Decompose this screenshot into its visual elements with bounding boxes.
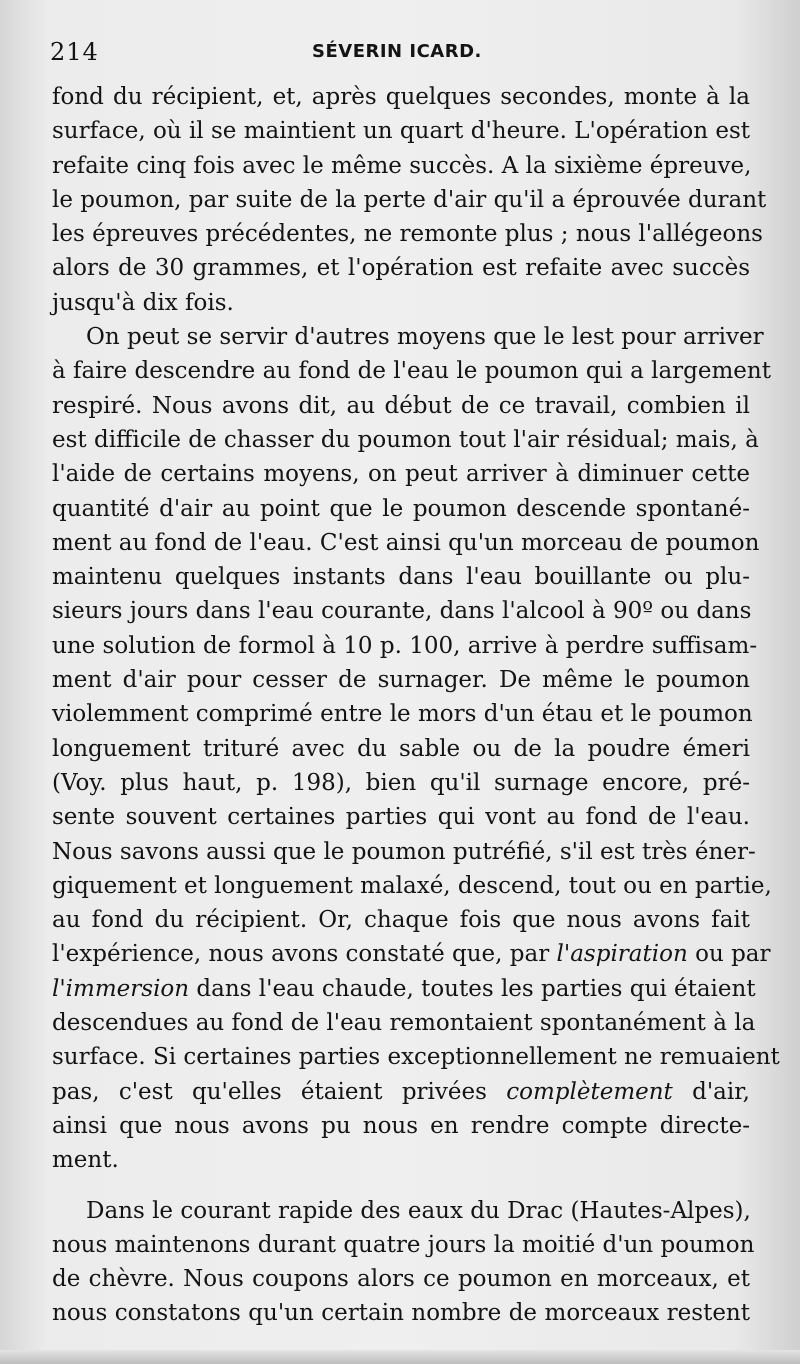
text-line: une solution de formol à 10 p. 100, arrive à perdre suffisam- xyxy=(52,632,758,659)
text-line: ment d'air pour cesser de surnager. De même le poumon xyxy=(52,667,750,694)
text-line: le poumon, par suite de la perte d'air qu'il a éprouvée durant xyxy=(52,186,767,213)
text-line: refaite cinq fois avec le même succès. A la sixième épreuve, xyxy=(52,152,752,179)
text-line: maintenu quelques instants dans l'eau bouillante ou plu- xyxy=(52,564,750,591)
text-line: violemment comprimé entre le mors d'un étau et le poumon xyxy=(52,701,753,728)
text-line: fond du récipient, et, après quelques secondes, monte à la xyxy=(52,84,750,110)
text-line: surface, où il se maintient un quart d'heure. L'opération est xyxy=(52,118,750,145)
text-line: de chèvre. Nous coupons alors ce poumon en morceaux, et xyxy=(52,1266,750,1293)
text-run: d'air, xyxy=(672,1078,750,1105)
text-line: descendues au fond de l'eau remontaient spontanément à la xyxy=(52,1010,756,1037)
text-line: nous constatons qu'un certain nombre de morceaux restent xyxy=(52,1300,750,1327)
text-line: giquement et longuement malaxé, descend, tout ou en partie, xyxy=(52,872,772,899)
paragraph-3 xyxy=(52,1194,755,1331)
italic-term-immersion: l'immersion xyxy=(52,975,190,1002)
text-line: sieurs jours dans l'eau courante, dans l'alcool à 90º ou dans xyxy=(52,598,752,625)
text-line: alors de 30 grammes, et l'opération est refaite avec succès xyxy=(52,255,750,282)
text-line: ainsi que nous avons pu nous en rendre compte directe- xyxy=(52,1112,750,1139)
text-line: (Voy. plus haut, p. 198), bien qu'il surnage encore, pré- xyxy=(52,769,750,796)
running-head xyxy=(50,38,760,72)
text-line: On peut se servir d'autres moyens que le lest pour arriver xyxy=(86,324,764,351)
text-line: ment au fond de l'eau. C'est ainsi qu'un morceau de poumon xyxy=(52,529,760,556)
text-line: quantité d'air au point que le poumon descende spontané- xyxy=(52,495,750,522)
page-bottom-edge xyxy=(0,1350,800,1364)
text-line: l'aide de certains moyens, on peut arriver à diminuer cette xyxy=(52,461,750,488)
paragraph-2 xyxy=(52,320,780,1177)
paragraph-gap xyxy=(52,1178,750,1194)
text-line: longuement trituré avec du sable ou de la poudre émeri xyxy=(52,735,750,762)
text-run: l'expérience, nous avons constaté que, par xyxy=(52,941,557,968)
text-line-with-italic xyxy=(52,937,771,971)
text-run: dans l'eau chaude, toutes les parties qui étaient xyxy=(189,975,756,1002)
paragraph-1 xyxy=(52,80,767,320)
text-line: ment. xyxy=(52,1147,119,1174)
text-line: Nous savons aussi que le poumon putréfié, s'il est très éner- xyxy=(52,838,756,865)
text-line-with-italic xyxy=(52,1075,750,1109)
text-line: respiré. Nous avons dit, au début de ce travail, combien il xyxy=(52,392,750,419)
italic-term-aspiration: l'aspiration xyxy=(556,941,688,968)
text-line: surface. Si certaines parties exceptionnellement ne remuaient xyxy=(52,1044,780,1071)
page-number: 214 xyxy=(50,38,99,66)
text-line: sente souvent certaines parties qui vont au fond de l'eau. xyxy=(52,804,750,831)
text-line: jusqu'à dix fois. xyxy=(52,289,234,316)
text-line: est difficile de chasser du poumon tout l'air résidual; mais, à xyxy=(52,426,759,453)
text-line: nous maintenons durant quatre jours la moitié d'un poumon xyxy=(52,1231,755,1258)
text-line: Dans le courant rapide des eaux du Drac (Hautes-Alpes), xyxy=(86,1197,751,1224)
text-run: pas, c'est qu'elles étaient privées xyxy=(52,1078,507,1105)
italic-term-completement: complètement xyxy=(506,1078,673,1105)
text-line-with-italic xyxy=(52,972,756,1006)
running-title: SÉVERIN ICARD. xyxy=(312,41,482,62)
text-line: les épreuves précédentes, ne remonte plus ; nous l'allégeons xyxy=(52,221,763,248)
body-text xyxy=(52,80,780,1331)
text-line: au fond du récipient. Or, chaque fois que nous avons fait xyxy=(52,907,750,934)
text-line: à faire descendre au fond de l'eau le poumon qui a largement xyxy=(52,358,771,385)
text-run: ou par xyxy=(687,941,771,968)
